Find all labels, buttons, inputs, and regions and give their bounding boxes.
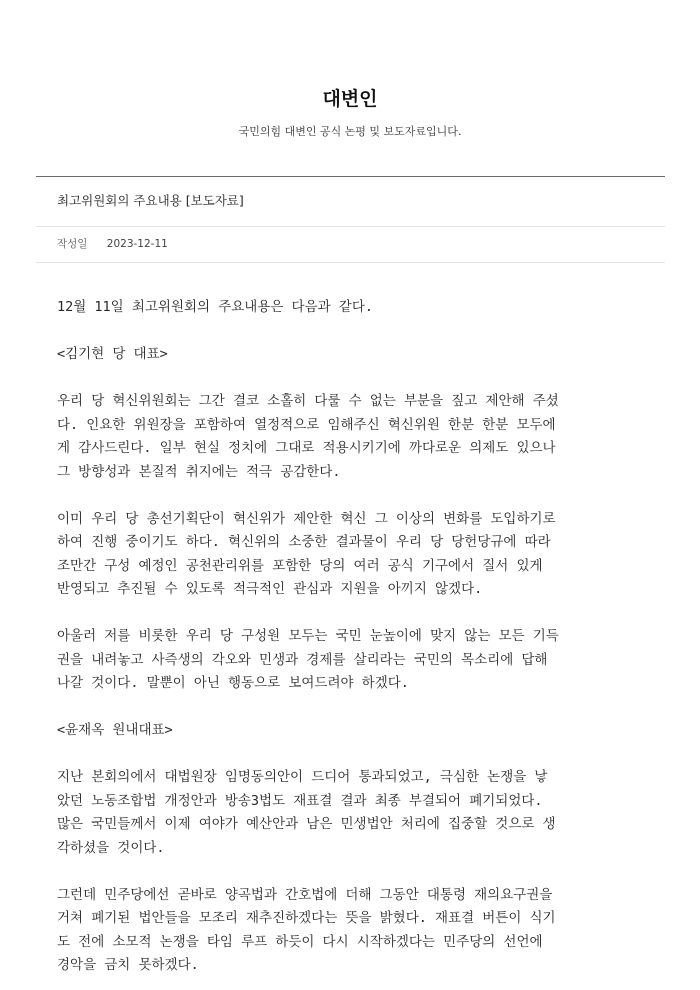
text-line: 지난 본회의에서 대법원장 임명동의안이 드디어 통과되었고, 극심한 논쟁을 낳 xyxy=(57,769,548,785)
paragraph xyxy=(57,390,645,484)
date-label: 작성일 xyxy=(57,238,88,250)
text-line: 조만간 구성 예정인 공천관리위를 포함한 당의 여러 공식 기구에서 질서 있게 xyxy=(57,557,543,574)
text-line: 아울러 저를 비롯한 우리 당 구성원 모두는 국민 눈높이에 맞지 않는 모든 기득 xyxy=(57,628,559,644)
site-header xyxy=(0,0,700,178)
text-line: 게 감사드린다. 일부 현실 정치에 그대로 적용시키기에 까다로운 의제도 있으나 xyxy=(57,440,556,456)
text-line: 았던 노동조합법 개정안과 방송3법도 재표결 결과 최종 부결되어 폐기되었다. xyxy=(57,792,543,809)
text-line: 그 방향성과 본질적 취지에는 적극 공감한다. xyxy=(57,463,341,480)
text-line: 나갈 것이다. 말뿐이 아닌 행동으로 보여드려야 하겠다. xyxy=(57,675,409,691)
title-divider xyxy=(36,226,665,227)
text-line: 다. 인요한 위원장을 포함하여 열정적으로 임해주신 혁신위원 한분 한분 모두에 xyxy=(57,416,556,433)
paragraph xyxy=(57,625,645,696)
post-date: 2023-12-11 xyxy=(106,238,168,250)
paragraph xyxy=(57,884,645,978)
text-line: 많은 국민들께서 이제 여야가 예산안과 남은 민생법안 처리에 집중할 것으로 생 xyxy=(57,816,556,832)
text-line: 우리 당 혁신위원회는 그간 결코 소홀히 다룰 수 없는 부분을 짚고 제안해 주셨 xyxy=(57,393,559,409)
article-body xyxy=(57,296,645,978)
speaker-heading xyxy=(57,343,645,367)
paragraph xyxy=(57,508,645,602)
speaker-heading xyxy=(57,719,645,743)
text-line: 권을 내려놓고 사즉생의 각오와 민생과 경제를 살리라는 국민의 목소리에 답해 xyxy=(57,651,548,668)
page-subtitle: 국민의힘 대변인 공식 논평 및 보도자료입니다. xyxy=(238,125,462,138)
text-line: 12월 11일 최고위원회의 주요내용은 다음과 같다. xyxy=(57,299,374,315)
meta-divider xyxy=(36,262,665,263)
post-meta xyxy=(57,236,168,252)
text-line: 반영되고 추진될 수 있도록 적극적인 관심과 지원을 아끼지 않겠다. xyxy=(57,581,483,597)
post-title: 최고위원회의 주요내용 [보도자료] xyxy=(57,193,244,208)
text-line: <김기현 당 대표> xyxy=(57,346,168,362)
paragraph xyxy=(57,296,645,320)
text-line: 그런데 민주당에선 곧바로 양곡법과 간호법에 더해 그동안 대통령 재의요구권을 xyxy=(57,886,553,903)
text-line: 경악을 금치 못하겠다. xyxy=(57,957,199,973)
text-line: 이미 우리 당 총선기획단이 혁신위가 제안한 혁신 그 이상의 변화를 도입하기로 xyxy=(57,510,556,527)
text-line: 도 전에 소모적 논쟁을 타임 루프 하듯이 다시 시작하겠다는 민주당의 선언에 xyxy=(57,933,543,950)
text-line: 각하셨을 것이다. xyxy=(57,839,165,856)
text-line: <윤재옥 원내대표> xyxy=(57,722,173,738)
text-line: 거쳐 폐기된 법안들을 모조리 재추진하겠다는 뜻을 밝혔다. 재표결 버튼이 식기 xyxy=(57,910,556,926)
text-line: 하여 진행 중이기도 하다. 혁신위의 소중한 결과물이 우리 당 당헌당규에 따라 xyxy=(57,534,551,550)
header-divider xyxy=(36,176,665,177)
paragraph xyxy=(57,766,645,860)
page-title: 대변인 xyxy=(322,88,378,110)
